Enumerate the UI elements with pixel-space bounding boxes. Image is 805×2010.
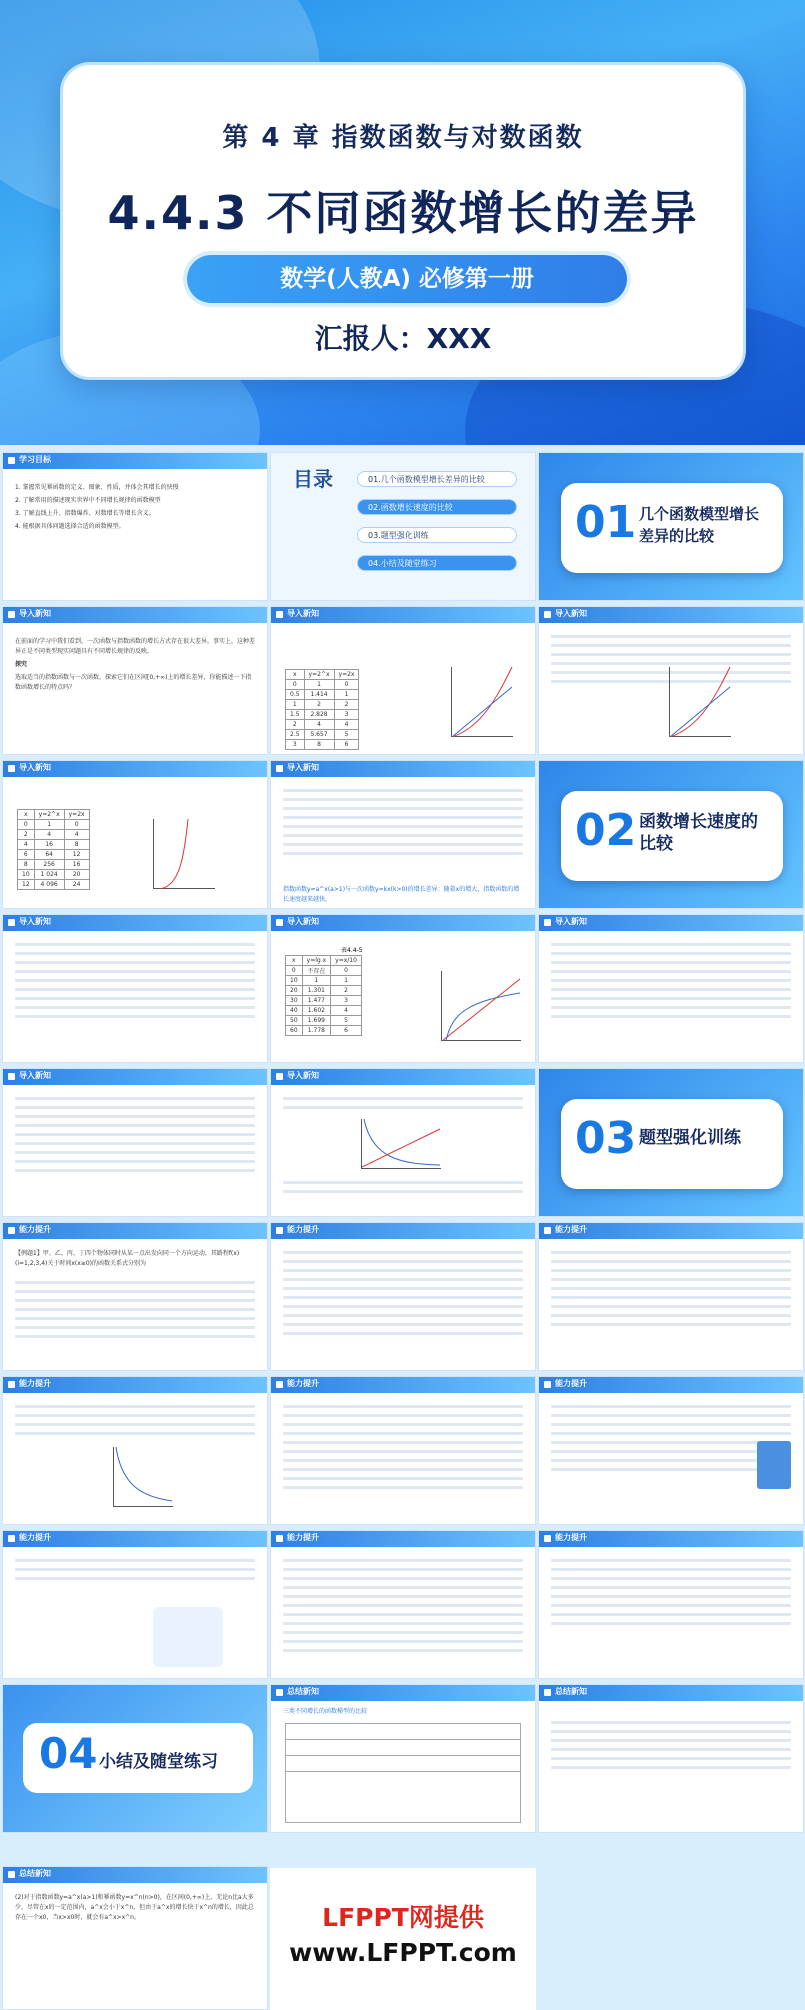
table-header-cell: x [286, 956, 303, 966]
table-cell: 0.5 [286, 690, 305, 700]
slide-header: 学习目标 [3, 453, 267, 469]
header-icon [8, 457, 15, 464]
table-header-cell: x [18, 810, 35, 820]
table-cell: 0 [334, 680, 359, 690]
graph-thumb [669, 667, 731, 737]
table-cell: 20 [64, 870, 89, 880]
table-cell: 1 [34, 820, 64, 830]
book-icon [757, 1441, 791, 1489]
table-cell: 2 [334, 700, 359, 710]
table-header-cell: y=2^x [304, 670, 334, 680]
table-row [286, 700, 359, 710]
section-title: 小结及随堂练习 [99, 1752, 218, 1772]
table-header-cell: y=2x [334, 670, 359, 680]
slide-table-2: 导入新知 x y=2^x y=2x 0 1 0 2 4 4 4 16 8 6 64 12 8 256 16 10 1 024 20 12 4 096 24 [2, 760, 268, 909]
table-cell: 1 [331, 976, 362, 986]
table-cell: 64 [34, 850, 64, 860]
section-title: 题型强化训练 [639, 1128, 741, 1148]
slide-section-1 [538, 452, 804, 601]
summary-title: 三类不同增长的函数模型的比较 [283, 1708, 368, 1715]
graph-thumb [441, 971, 521, 1041]
slide-compare-2: 导入新知 [538, 914, 804, 1063]
graph-thumb [451, 667, 513, 737]
table-cell: 1 [286, 700, 305, 710]
table-cell: 20 [286, 986, 303, 996]
summary-table [285, 1723, 521, 1823]
table-header-cell: y=x/10 [331, 956, 362, 966]
slide-intro: 导入新知 在前面的学习中我们看到，一次函数与指数函数的增长方式存在很大差异。事实上，这种差异正是不同类型现实问题具有不同增长规律的反映。 探究 选取适当的指数函数与一次函数，探索它们在区间[0,+∞)上的增长差异，你能描述一下指数函数增长的特点吗？ [2, 606, 268, 755]
table-cell: 8 [64, 840, 89, 850]
table-cell: 0 [331, 966, 362, 976]
graph-thumb [361, 1119, 441, 1169]
slide-ability-7: 能力提升 [2, 1530, 268, 1679]
slide-ability-6: 能力提升 [538, 1376, 804, 1525]
table-cell: 60 [286, 1026, 303, 1036]
table-cell: 2 [18, 830, 35, 840]
data-table [17, 809, 90, 890]
table-header-cell: y=lg x [302, 956, 331, 966]
table-row [18, 820, 90, 830]
slide-think: 导入新知 [2, 1068, 268, 1217]
table-cell: 1.602 [302, 1006, 331, 1016]
table-cell: 6 [331, 1026, 362, 1036]
conclusion-text: 指数函数y=a^x(a>1)与一次函数y=kx(k>0)的增长差异：随着x的增大，指数函数的增长速度越来越快。 [283, 886, 520, 903]
chapter-title: 第 4 章 指数函数与对数函数 [222, 123, 584, 153]
slide-summary-2: 总结新知 [538, 1684, 804, 1833]
section-title: 函数增长速度的比较 [639, 812, 758, 854]
slide-table-1: 导入新知 x y=2^x y=2x 0 1 0 0.5 1.414 1 1 2 2 1.5 2.828 3 2 4 4 2.5 5.657 5 3 8 6 [270, 606, 536, 755]
slide-section-2 [538, 760, 804, 909]
table-cell: 2 [331, 986, 362, 996]
table-row [18, 850, 90, 860]
objective-item: 3. 了解直线上升、指数爆炸、对数增长等增长含义。 [15, 510, 155, 517]
summary-text: (2)对于指数函数y=a^x(a>1)和幂函数y=x^n(n>0)，在区间(0,+∞)上，无论n比a大多少，尽管在x的一定范围内，a^x会小于x^n，但由于a^x的增长快于x^n的增长，因此总存在一个x0，当x>x0时，就会有a^x>x^n。 [15, 1894, 254, 1921]
table-cell: 1.5 [286, 710, 305, 720]
lfppt-banner [270, 1868, 536, 2010]
table-cell: 50 [286, 1016, 303, 1026]
slide-summary-table: 总结新知 三类不同增长的函数模型的比较 [270, 1684, 536, 1833]
table-cell: 2 [304, 700, 334, 710]
table-header-cell: y=2^x [34, 810, 64, 820]
table-row [286, 996, 362, 1006]
table-row [286, 720, 359, 730]
slide-explore-3: 导入新知 [270, 1068, 536, 1217]
table-cell: 3 [286, 740, 305, 750]
table-cell: 0 [286, 680, 305, 690]
title-slide [0, 0, 805, 445]
data-table [285, 669, 359, 750]
table-cell: 5 [331, 1016, 362, 1026]
table-cell: 4 [34, 830, 64, 840]
table-header-cell: x [286, 670, 305, 680]
table-cell: 12 [64, 850, 89, 860]
slide-toc [270, 452, 536, 601]
section-number: 03 [575, 1113, 637, 1164]
table-cell: 1 [304, 680, 334, 690]
slide-objectives [2, 452, 268, 601]
slide-ability-5: 能力提升 [270, 1376, 536, 1525]
table-cell: 4 [64, 830, 89, 840]
section-number: 01 [575, 497, 637, 548]
title-card [60, 62, 746, 380]
table-cell: 4 [334, 720, 359, 730]
objective-item: 1. 掌握常见幂函数的定义、图象、性质，并体会其增长的快慢 [15, 484, 179, 491]
toc-item[interactable]: 02.函数增长速度的比较 [357, 499, 517, 515]
table-cell: 10 [286, 976, 303, 986]
table-cell: 10 [18, 870, 35, 880]
table-cell: 2.828 [304, 710, 334, 720]
brand-line-1: LFPPT网提供 [322, 1903, 484, 1932]
table-row [286, 690, 359, 700]
table-cell: 24 [64, 880, 89, 890]
table-cell: 12 [18, 880, 35, 890]
toc-title: 目录 [293, 467, 333, 491]
table-cell: 3 [331, 996, 362, 1006]
table-row [286, 976, 362, 986]
graph-thumb [153, 819, 215, 889]
table-cell: 1 [334, 690, 359, 700]
table-row [286, 966, 362, 976]
table-cell: 2 [286, 720, 305, 730]
table-row [18, 840, 90, 850]
table-cell: 256 [34, 860, 64, 870]
table-row [286, 680, 359, 690]
table-cell: 1.778 [302, 1026, 331, 1036]
table-cell: 1.414 [304, 690, 334, 700]
table-header-cell: y=2x [64, 810, 89, 820]
toc-item[interactable]: 03.题型强化训练 [357, 527, 517, 543]
slide-ability-8: 能力提升 [270, 1530, 536, 1679]
table-cell: 0 [64, 820, 89, 830]
illustration [153, 1607, 223, 1667]
slide-explore-2: 导入新知 [2, 914, 268, 1063]
slide-conclusion-1: 导入新知 指数函数y=a^x(a>1)与一次函数y=kx(k>0)的增长差异：随着x的增大，指数函数的增长速度越来越快。 [270, 760, 536, 909]
table-cell: 16 [34, 840, 64, 850]
table-row [286, 1006, 362, 1016]
table-row [286, 730, 359, 740]
section-number: 04 [39, 1729, 98, 1778]
table-cell: 6 [18, 850, 35, 860]
question-text: 【例题1】甲、乙、丙、丁四个物体同时从某一点出发向同一个方向运动，其路程f(x)(i=1,2,3,4)关于时间x(x≥0)的函数关系式分别为 [15, 1250, 240, 1267]
reporter: 汇报人：XXX [314, 322, 492, 355]
table-cell: 1.477 [302, 996, 331, 1006]
slide-compare-1: 导入新知 [538, 606, 804, 755]
section-number: 02 [575, 805, 637, 856]
table-cell: 1 [302, 976, 331, 986]
table-cell: 1.301 [302, 986, 331, 996]
table-row [18, 830, 90, 840]
table-cell: 2.5 [286, 730, 305, 740]
textbook-pill: 数学(人教A) 必修第一册 [187, 255, 627, 303]
slide-section-4 [2, 1684, 268, 1833]
table-cell: 3 [334, 710, 359, 720]
table-row [286, 710, 359, 720]
table-row [18, 880, 90, 890]
slide-table-3: 导入新知 表4.4-5 x y=lg x y=x/10 0 不存在 0 10 1 1 20 1.301 2 30 1.477 3 40 1.602 4 50 1.699 5 60 1.778 6 [270, 914, 536, 1063]
slide-ability-9: 能力提升 [538, 1530, 804, 1679]
data-table [285, 955, 362, 1036]
table-row [286, 986, 362, 996]
table-cell: 8 [304, 740, 334, 750]
table-cell: 0 [286, 966, 303, 976]
slide-section-3 [538, 1068, 804, 1217]
table-cell: 6 [334, 740, 359, 750]
slide-ability-1: 能力提升 【例题1】甲、乙、丙、丁四个物体同时从某一点出发向同一个方向运动，其路程f(x)(i=1,2,3,4)关于时间x(x≥0)的函数关系式分别为 [2, 1222, 268, 1371]
brand-line-2[interactable]: www.LFPPT.com [289, 1938, 517, 1967]
section-title: 几个函数模型增长差异的比较 [639, 505, 760, 545]
table-cell: 4 [331, 1006, 362, 1016]
table-cell: 5.657 [304, 730, 334, 740]
table-cell: 4 [18, 840, 35, 850]
slide-ability-3: 能力提升 [538, 1222, 804, 1371]
table-cell: 16 [64, 860, 89, 870]
slide-summary-3: 总结新知 (2)对于指数函数y=a^x(a>1)和幂函数y=x^n(n>0)，在区间(0,+∞)上，无论n比a大多少，尽管在x的一定范围内，a^x会小于x^n，但由于a^x的增长快于x^n的增长，因此总存在一个x0，当x>x0时，就会有a^x>x^n。 [2, 1866, 268, 2010]
table-row [286, 740, 359, 750]
table-cell: 4 [304, 720, 334, 730]
table-cell: 30 [286, 996, 303, 1006]
table-cell: 不存在 [302, 966, 331, 976]
slide-ability-4: 能力提升 [2, 1376, 268, 1525]
slide-ability-2: 能力提升 [270, 1222, 536, 1371]
objective-item: 4. 能根据具体问题选择合适的函数模型。 [15, 523, 125, 530]
table-cell: 8 [18, 860, 35, 870]
toc-item[interactable]: 04.小结及随堂练习 [357, 555, 517, 571]
intro-text: 在前面的学习中我们看到，一次函数与指数函数的增长方式存在很大差异。事实上，这种差异正是不同类型现实问题具有不同增长规律的反映。 [15, 638, 256, 655]
table-row [286, 1016, 362, 1026]
graph-thumb [113, 1447, 173, 1507]
objective-item: 2. 了解常用的描述现实世界中不同增长规律的函数模型 [15, 497, 161, 504]
toc-item[interactable]: 01.几个函数模型增长差异的比较 [357, 471, 517, 487]
table-row [18, 860, 90, 870]
table-row [286, 1026, 362, 1036]
explore-text: 选取适当的指数函数与一次函数，探索它们在区间[0,+∞)上的增长差异，你能描述一下指数函数增长的特点吗？ [15, 674, 252, 691]
table-cell: 1.699 [302, 1016, 331, 1026]
table-cell: 5 [334, 730, 359, 740]
lesson-title: 4.4.3 不同函数增长的差异 [107, 186, 699, 240]
table-cell: 4 096 [34, 880, 64, 890]
table-cell: 40 [286, 1006, 303, 1016]
table-cell: 0 [18, 820, 35, 830]
table-row [18, 870, 90, 880]
table-cell: 1 024 [34, 870, 64, 880]
